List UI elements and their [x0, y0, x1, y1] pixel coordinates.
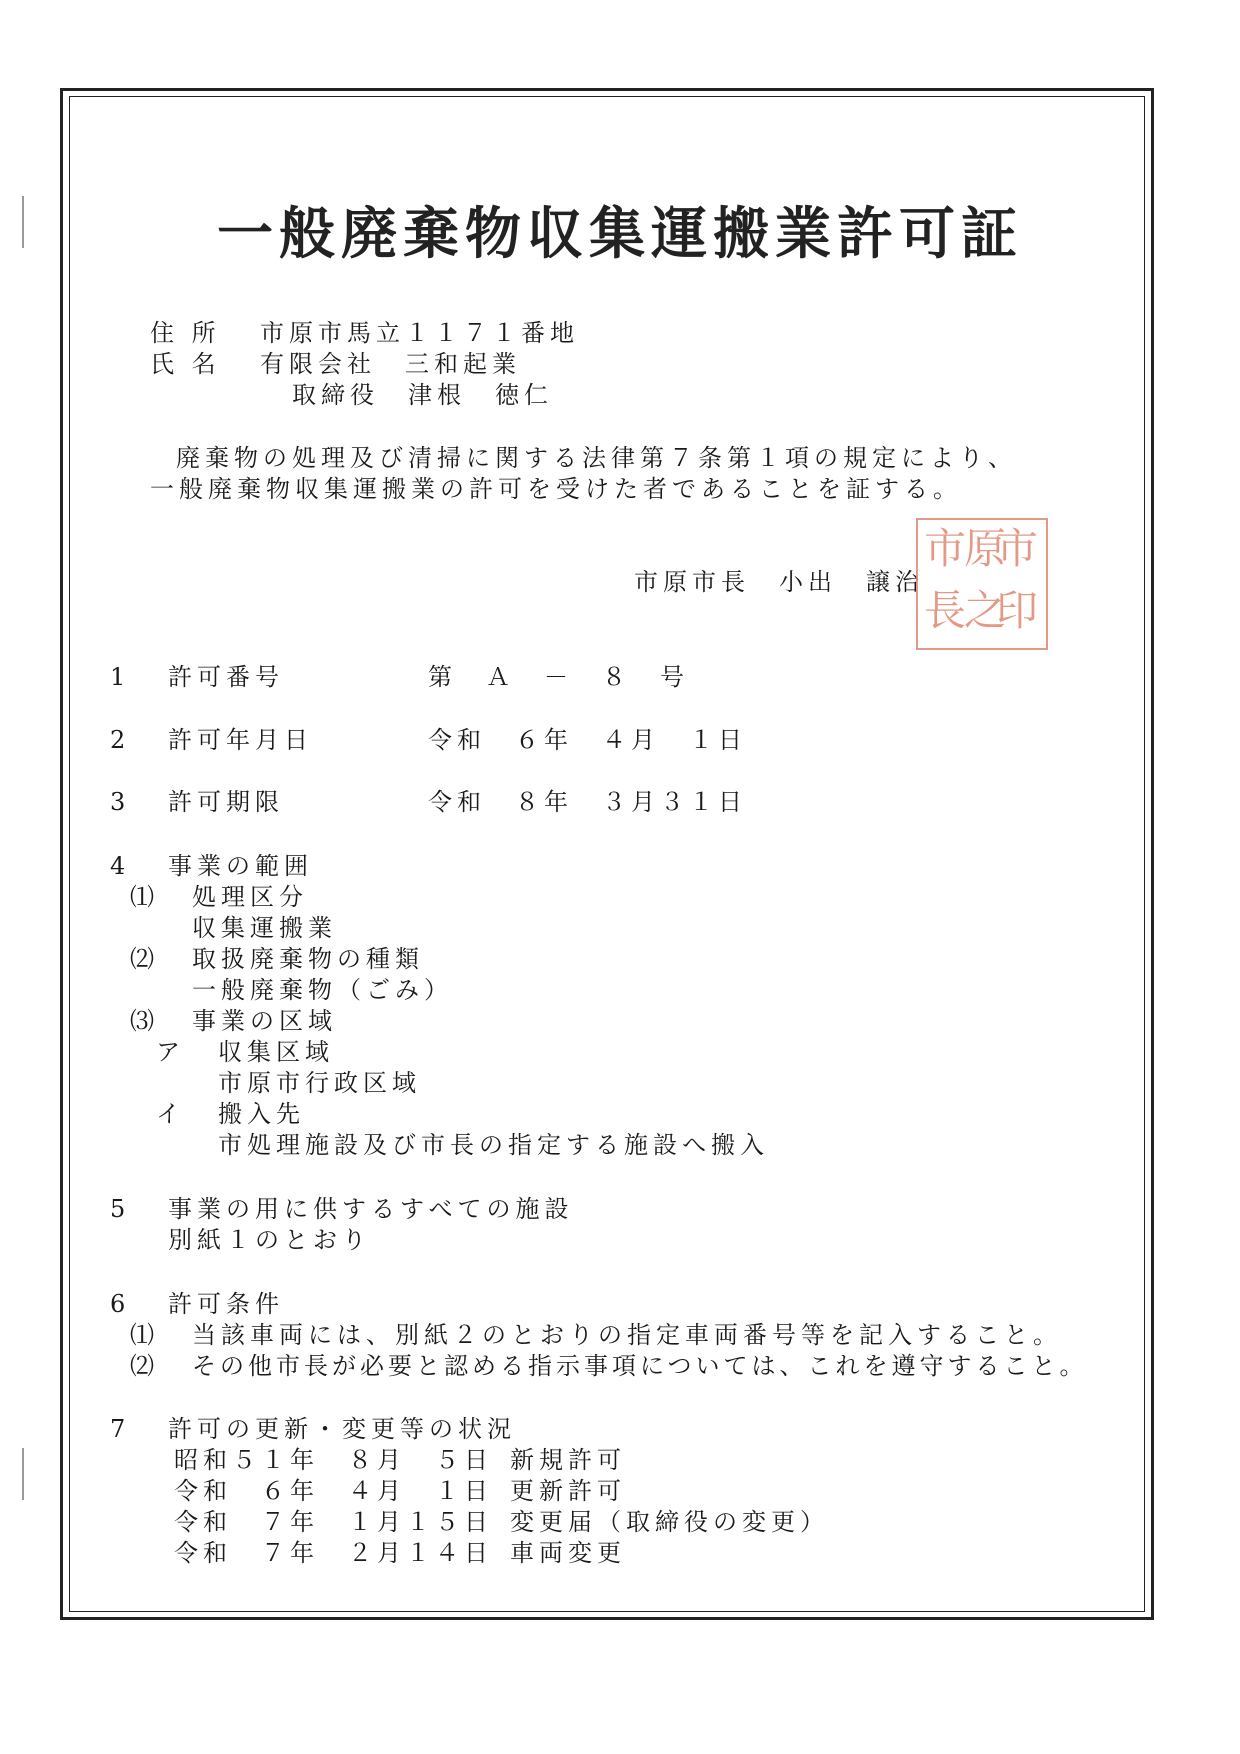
- permit-number-label: 許可番号: [168, 663, 284, 691]
- delivery-destination-value: 市処理施設及び市長の指定する施設へ搬入: [218, 1131, 769, 1159]
- section-6-number: 6: [110, 1290, 131, 1318]
- scope-item-3-label: 事業の区域: [192, 1007, 337, 1035]
- representative-name: 取締役 津根 徳仁: [292, 381, 553, 409]
- company-name: 有限会社 三和起業: [260, 350, 521, 378]
- permit-date-label: 許可年月日: [168, 726, 313, 754]
- permit-expiry-label: 許可期限: [168, 788, 284, 816]
- facilities-value: 別紙１のとおり: [168, 1226, 371, 1254]
- section-2-number: 2: [110, 726, 131, 754]
- area-a-marker: ア: [156, 1038, 185, 1066]
- scope-item-1-label: 処理区分: [192, 883, 308, 911]
- statement-line-2: 一般廃棄物収集運搬業の許可を受けた者であることを証する。: [150, 475, 962, 503]
- history-entry-event: 変更届（取締役の変更）: [510, 1508, 829, 1536]
- scope-item-2-label: 取扱廃棄物の種類: [192, 945, 424, 973]
- issuer-name: 市原市長 小出 譲治: [634, 568, 924, 596]
- seal-char: 長: [924, 586, 967, 635]
- history-entry-date: 昭和５１年 ８月 ５日: [174, 1446, 493, 1474]
- condition-2-text: その他市長が必要と認める指示事項については、これを遵守すること。: [192, 1352, 1088, 1380]
- name-label: 氏 名: [150, 350, 221, 378]
- section-4-number: 4: [110, 852, 131, 880]
- scope-item-2-value: 一般廃棄物（ごみ）: [192, 976, 453, 1004]
- address-value: 市原市馬立１１７１番地: [260, 319, 579, 347]
- official-seal: [916, 518, 1048, 650]
- certificate-title: 一般廃棄物収集運搬業許可証: [217, 202, 1023, 267]
- history-entry-event: 新規許可: [510, 1446, 626, 1474]
- permit-date-value: 令和 ６年 ４月 １日: [428, 726, 747, 754]
- conditions-heading: 許可条件: [168, 1290, 284, 1318]
- statement-line-1: 廃棄物の処理及び清掃に関する法律第７条第１項の規定により、: [176, 444, 1017, 472]
- seal-char: 之: [964, 586, 1007, 635]
- seal-char: 市: [924, 524, 967, 573]
- permit-number-value: 第 Ａ － ８ 号: [428, 663, 689, 691]
- condition-2-number: ⑵: [130, 1352, 159, 1380]
- section-3-number: 3: [110, 788, 131, 816]
- scope-item-2-number: ⑵: [130, 945, 159, 973]
- permit-expiry-value: 令和 ８年 ３月３１日: [428, 788, 747, 816]
- area-i-marker: イ: [156, 1100, 185, 1128]
- seal-char: 原: [964, 524, 1007, 573]
- facilities-heading: 事業の用に供するすべての施設: [168, 1195, 574, 1223]
- condition-1-number: ⑴: [130, 1321, 159, 1349]
- scope-item-1-number: ⑴: [130, 883, 159, 911]
- section-1-number: 1: [110, 663, 131, 691]
- history-entry-date: 令和 ６年 ４月 １日: [174, 1477, 493, 1505]
- scan-margin-mark-top: [22, 196, 24, 248]
- collection-area-value: 市原市行政区域: [218, 1069, 421, 1097]
- address-label: 住 所: [150, 319, 221, 347]
- section-7-number: 7: [110, 1415, 131, 1443]
- history-entry-date: 令和 ７年 ２月１４日: [174, 1539, 493, 1567]
- history-entry-event: 車両変更: [510, 1539, 626, 1567]
- section-5-number: 5: [110, 1195, 131, 1223]
- history-entry-date: 令和 ７年 １月１５日: [174, 1508, 493, 1536]
- seal-char: 印: [995, 586, 1038, 635]
- delivery-destination-label: 搬入先: [218, 1100, 305, 1128]
- scope-item-3-number: ⑶: [130, 1007, 159, 1035]
- history-entry-event: 更新許可: [510, 1477, 626, 1505]
- collection-area-label: 収集区域: [218, 1038, 334, 1066]
- seal-char: 市: [995, 524, 1038, 573]
- condition-1-text: 当該車両には、別紙２のとおりの指定車両番号等を記入すること。: [192, 1321, 1062, 1349]
- history-heading: 許可の更新・変更等の状況: [168, 1415, 516, 1443]
- scope-item-1-value: 収集運搬業: [192, 914, 337, 942]
- scan-margin-mark-bottom: [22, 1448, 24, 1500]
- scope-heading: 事業の範囲: [168, 852, 313, 880]
